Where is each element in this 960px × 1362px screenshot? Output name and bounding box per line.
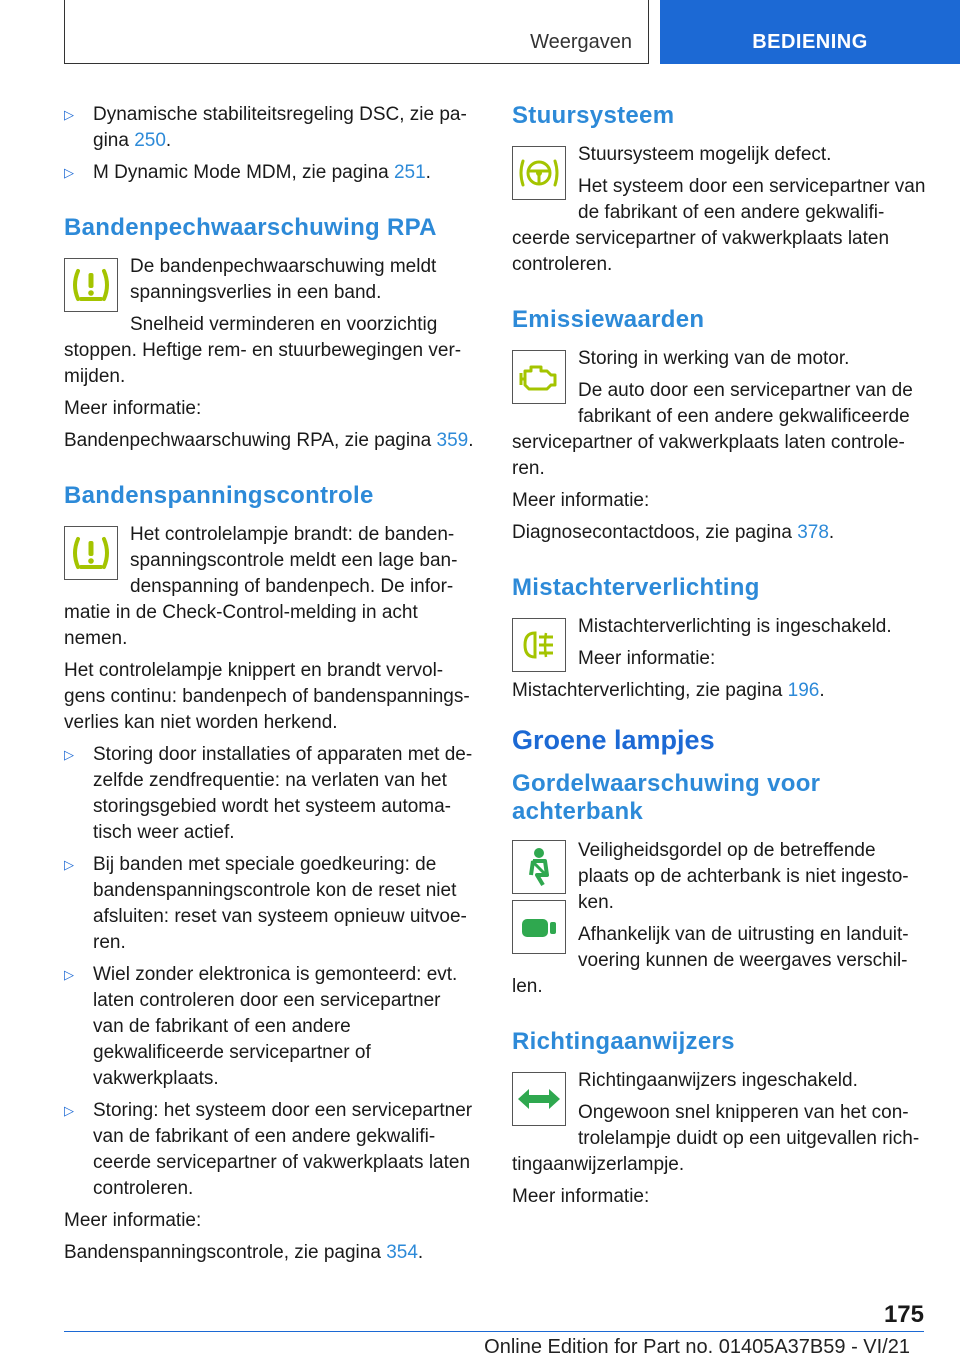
- page-link[interactable]: 378: [797, 522, 829, 543]
- turn-more-info: Meer informatie:: [512, 1186, 650, 1207]
- tire-pressure-warning-icon: [64, 258, 118, 312]
- triangle-bullet-icon: ▷: [64, 1103, 74, 1118]
- page-link[interactable]: 359: [436, 430, 469, 451]
- rpa-more-info: Meer informatie:: [64, 398, 202, 419]
- tpm-reference: Bandenspanningscontrole, zie pagina 354.: [64, 1242, 424, 1263]
- foglight-reference: Mistachterverlichting, zie pagina 196.: [512, 680, 825, 701]
- left-column: [64, 102, 476, 1272]
- list-item: ▷ Wiel zonder elektronica is gemonteerd: evt. laten controleren door een servicepartner van de fabrikant of een andere gekwalificeerde servicepartner of vakwerkplaats.: [64, 964, 458, 1089]
- rear-fog-light-icon: [512, 618, 566, 672]
- steering-wheel-warning-icon: [512, 146, 566, 200]
- triangle-bullet-icon: ▷: [64, 107, 74, 122]
- triangle-bullet-icon: ▷: [64, 165, 74, 180]
- section-heading-turn: Richtingaanwijzers: [512, 1028, 735, 1055]
- triangle-bullet-icon: ▷: [64, 857, 74, 872]
- page-link[interactable]: 250: [134, 130, 166, 151]
- emissions-reference: Diagnosecontactdoos, zie pagina 378.: [512, 522, 835, 543]
- header-box: [64, 0, 649, 64]
- emissions-text-1: Storing in werking van de motor.: [578, 348, 850, 369]
- footer-edition: Online Edition for Part no. 01405A37B59 - VI/21: [484, 1336, 910, 1358]
- turn-text-2: Ongewoon snel knipperen van het con-trolelampje duidt op een uitgevallen rich-tingaanwijzerlampje.: [512, 1102, 920, 1175]
- rear-seat-icon: [512, 900, 566, 954]
- tpm-more-info: Meer informatie:: [64, 1210, 202, 1231]
- foglight-text-1: Mistachterverlichting is ingeschakeld.: [578, 616, 892, 637]
- header-chapter-tab[interactable]: BEDIENING: [660, 0, 960, 64]
- page-number: 175: [883, 1301, 924, 1328]
- tpm-text-1: Het controlelampje brandt: de banden-spanningscontrole meldt een lage ban-denspanning of bandenpech. De infor-matie in de Check-Control-melding in acht nemen.: [64, 524, 458, 649]
- section-heading-foglight: Mistachterverlichting: [512, 574, 760, 601]
- seatbelt-icon: [512, 840, 566, 894]
- list-item: ▷ M Dynamic Mode MDM, zie pagina 251.: [64, 160, 476, 186]
- section-heading-belt: Gordelwaarschuwing voor achterbank: [512, 770, 821, 825]
- triangle-bullet-icon: ▷: [64, 967, 74, 982]
- header-section-title: Weergaven: [530, 31, 632, 53]
- foglight-more-info: Meer informatie:: [578, 648, 716, 669]
- section-heading-rpa: Bandenpechwaarschuwing RPA: [64, 214, 437, 241]
- steering-text-1: Stuursysteem mogelijk defect.: [578, 144, 832, 165]
- rpa-text-2: Snelheid verminderen en voorzichtig stoppen. Heftige rem- en stuurbewegingen ver-mijden.: [64, 314, 462, 387]
- section-heading-steering: Stuursysteem: [512, 102, 675, 129]
- triangle-bullet-icon: ▷: [64, 747, 74, 762]
- tpm-text-2: Het controlelampje knippert en brandt vervol-gens continu: bandenpech of bandenspannings-verlies kan niet worden herkend.: [64, 660, 470, 733]
- page-link[interactable]: 354: [386, 1242, 418, 1263]
- list-item: ▷ Storing: het systeem door een servicepartner van de fabrikant of een andere gekwalifi-ceerde servicepartner of vakwerkplaats laten controleren.: [64, 1100, 473, 1199]
- turn-signal-icon: [512, 1072, 566, 1126]
- list-item: ▷ Bij banden met speciale goedkeuring: de bandenspanningscontrole kon de reset niet afsluiten: reset van systeem opnieuw uitvoe-ren.: [64, 854, 467, 953]
- belt-text-2: Afhankelijk van de uitrusting en landuit-voering kunnen de weergaves verschil-len.: [512, 924, 909, 997]
- emissions-text-2: De auto door een servicepartner van de fabrikant of een andere gekwalificeerde servicepartner of vakwerkplaats laten controle-ren.: [512, 380, 913, 479]
- rpa-reference: Bandenpechwaarschuwing RPA, zie pagina 359.: [64, 430, 474, 451]
- page-link[interactable]: 251: [393, 162, 426, 183]
- belt-text-1: Veiligheidsgordel op de betreffende plaats op de achterbank is niet ingesto-ken.: [578, 840, 909, 913]
- belt-icons: [512, 838, 566, 954]
- list-item: ▷ Dynamische stabiliteitsregeling DSC, zie pa-gina 250.: [64, 104, 467, 151]
- emissions-more-info: Meer informatie:: [512, 490, 650, 511]
- rpa-text-1: De bandenpechwaarschuwing meldt spanningsverlies in een band.: [130, 256, 437, 303]
- section-heading-emissions: Emissiewaarden: [512, 306, 705, 333]
- section-heading-tpm: Bandenspanningscontrole: [64, 482, 374, 509]
- steering-text-2: Het systeem door een servicepartner van de fabrikant of een andere gekwalifi-ceerde servicepartner of vakwerkplaats laten controleren.: [512, 176, 926, 275]
- chapter-heading-green-lamps: Groene lampjes: [512, 725, 715, 755]
- footer-divider: [64, 1331, 924, 1332]
- page-link[interactable]: 196: [787, 680, 820, 701]
- list-item: ▷ Storing door installaties of apparaten met de-zelfde zendfrequentie: na verlaten van het storingsgebied wordt het systeem automa-tisch weer actief.: [64, 744, 473, 843]
- turn-text-1: Richtingaanwijzers ingeschakeld.: [578, 1070, 858, 1091]
- tire-pressure-monitor-icon: [64, 526, 118, 580]
- engine-check-icon: [512, 350, 566, 404]
- right-column: [512, 102, 930, 1216]
